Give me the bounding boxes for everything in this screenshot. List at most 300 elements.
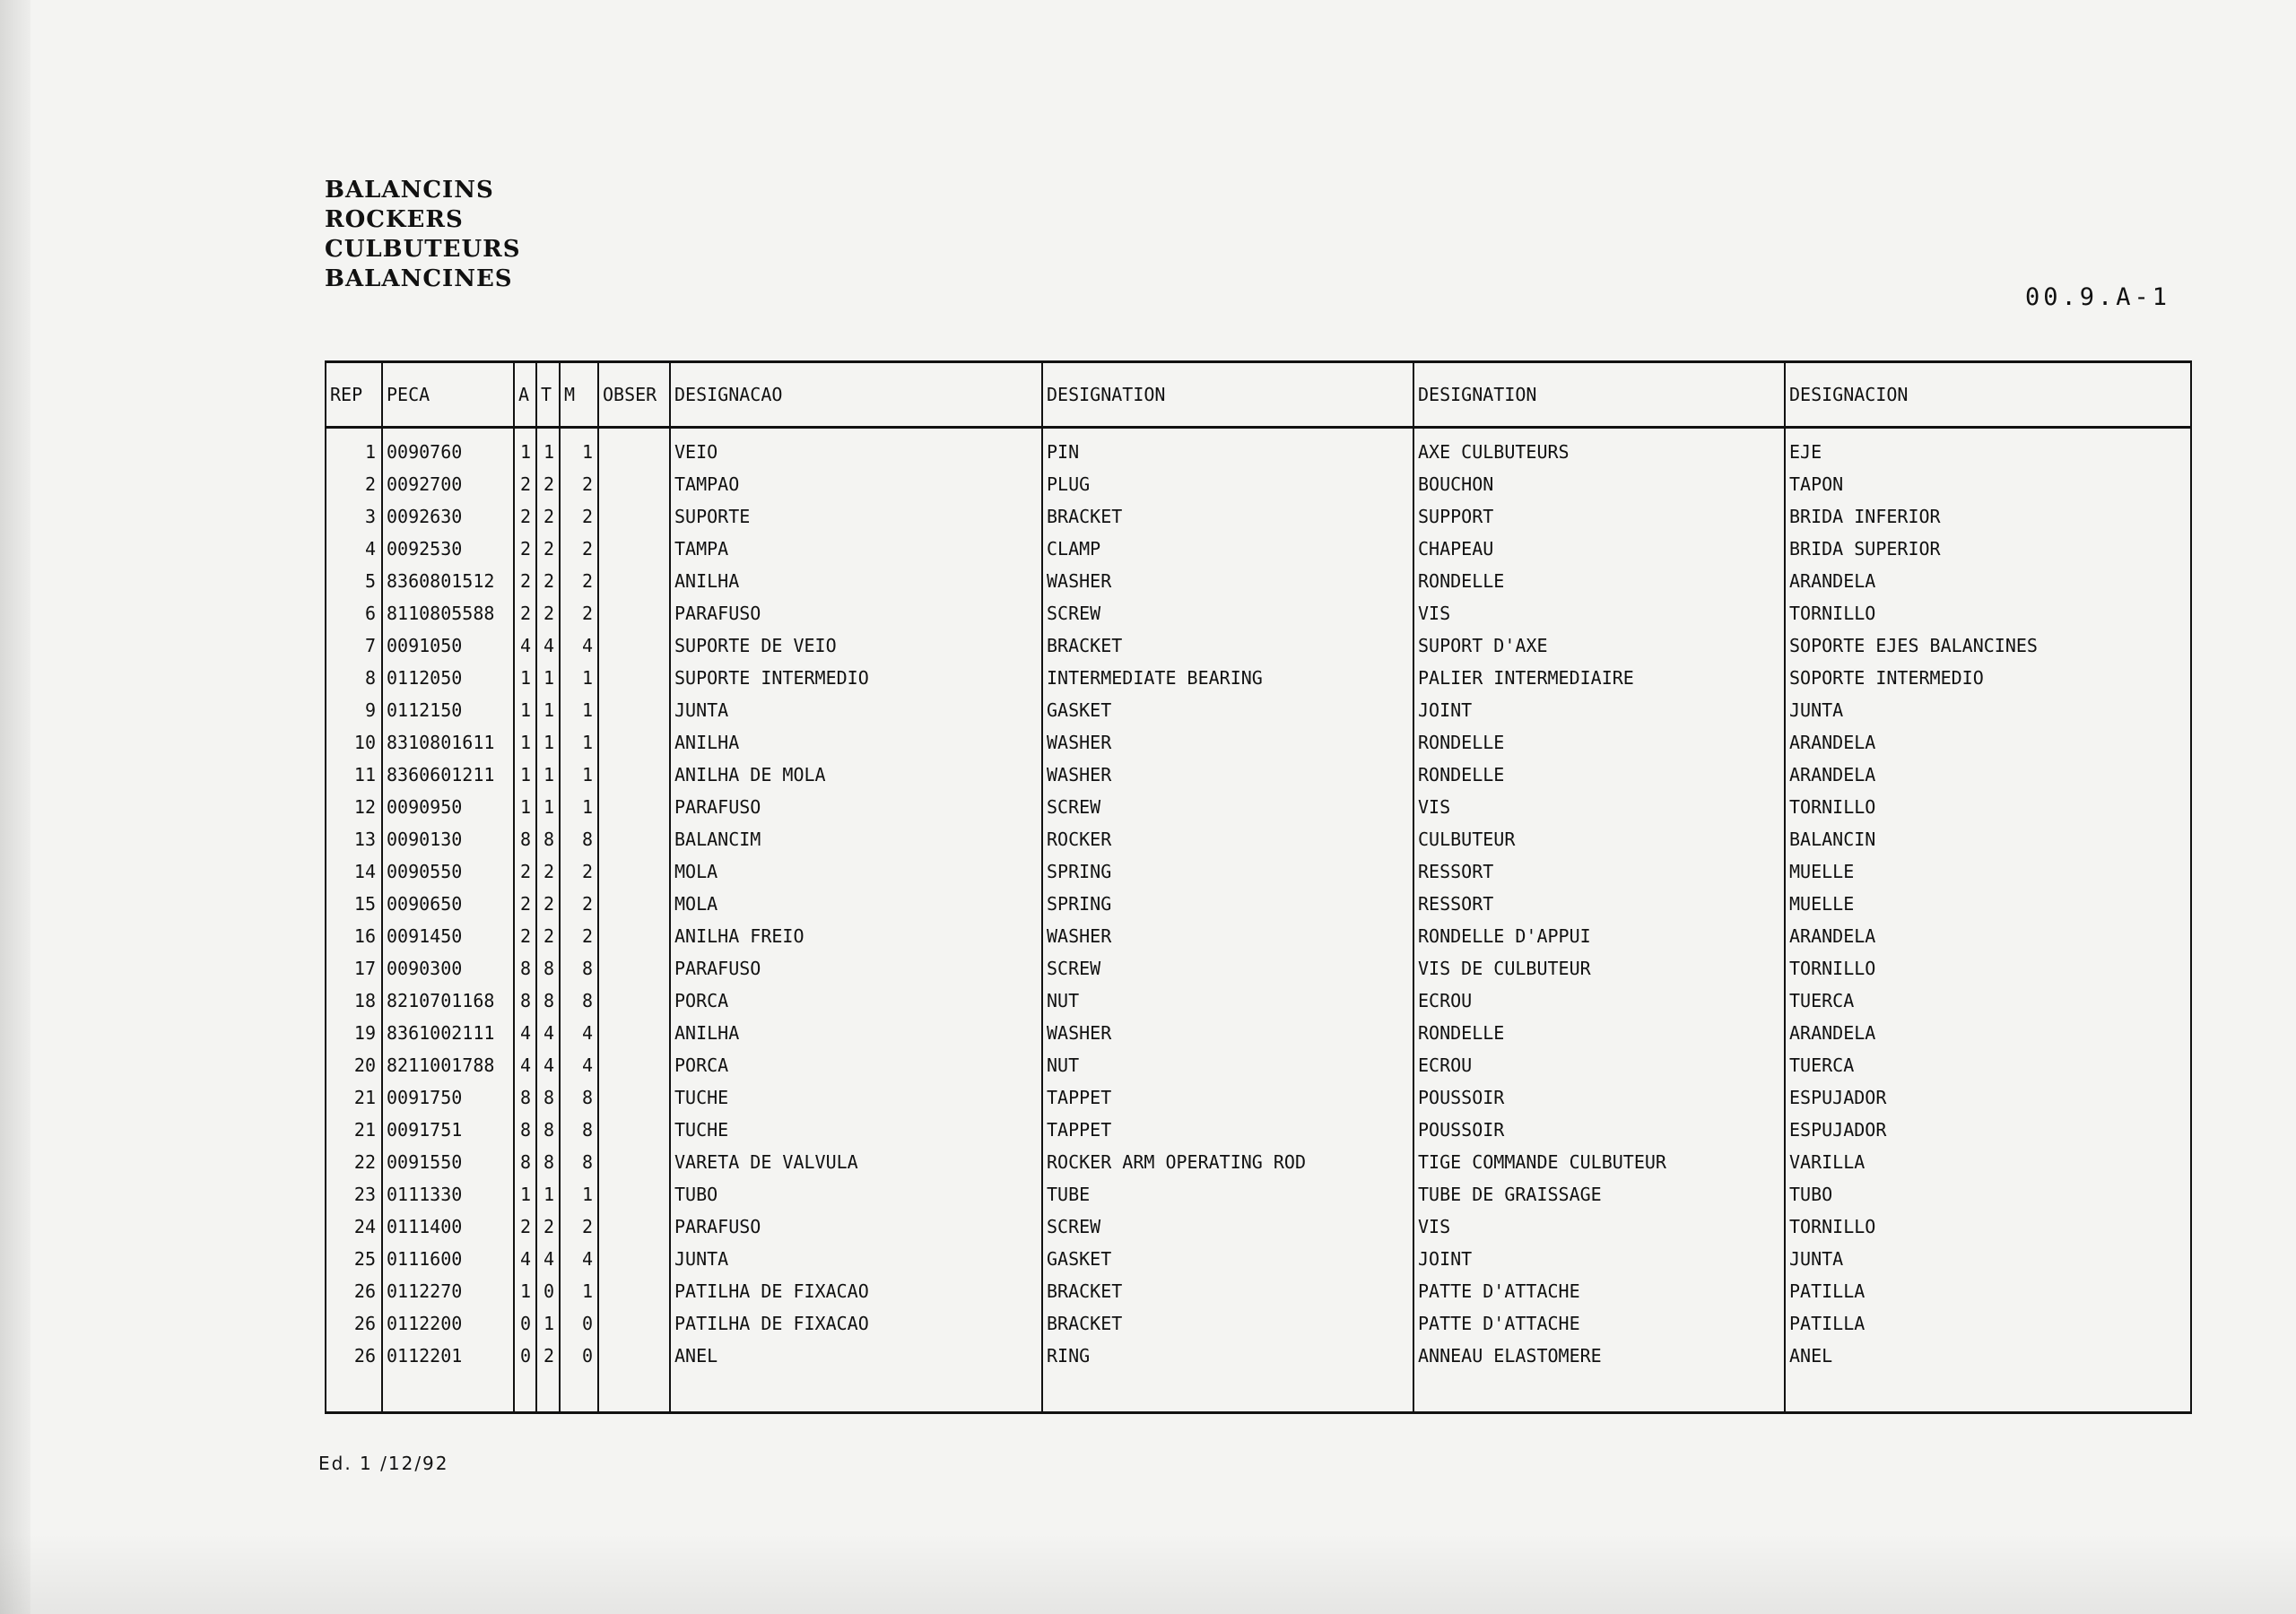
cell-qty-t: 2 (536, 500, 560, 533)
cell-designation-fr: JOINT (1413, 694, 1785, 726)
cell-qty-t: 2 (536, 855, 560, 888)
cell-designation-en: GASKET (1042, 694, 1413, 726)
cell-designacion: ARANDELA (1785, 920, 2191, 952)
cell-peca: 0111400 (382, 1210, 514, 1243)
cell-rep: 7 (326, 629, 382, 662)
cell-designacion: ARANDELA (1785, 726, 2191, 759)
table-row (326, 565, 2191, 597)
cell-designacao: JUNTA (670, 694, 1042, 726)
cell-designation-en: ROCKER ARM OPERATING ROD (1042, 1146, 1413, 1178)
cell-peca: 0091050 (382, 629, 514, 662)
cell-qty-t: 4 (536, 1243, 560, 1275)
cell-peca: 0111600 (382, 1243, 514, 1275)
cell-obser (598, 1275, 670, 1307)
cell-rep: 13 (326, 823, 382, 855)
cell-designacion: BRIDA INFERIOR (1785, 500, 2191, 533)
cell-obser (598, 952, 670, 985)
cell-peca: 0090950 (382, 791, 514, 823)
cell-designation-en: PIN (1042, 428, 1413, 469)
cell-designation-fr: RESSORT (1413, 855, 1785, 888)
cell-qty-m: 2 (560, 888, 598, 920)
cell-designation-en: TUBE (1042, 1178, 1413, 1210)
table-row (326, 1114, 2191, 1146)
cell-rep: 5 (326, 565, 382, 597)
cell-qty-m: 1 (560, 1178, 598, 1210)
cell-peca: 0112050 (382, 662, 514, 694)
table-row (326, 1275, 2191, 1307)
cell-rep: 21 (326, 1114, 382, 1146)
cell-rep: 10 (326, 726, 382, 759)
cell-qty-m: 0 (560, 1307, 598, 1340)
cell-designation-en: WASHER (1042, 1017, 1413, 1049)
cell-designacao: TUCHE (670, 1114, 1042, 1146)
table-row (326, 791, 2191, 823)
cell-designacao: VARETA DE VALVULA (670, 1146, 1042, 1178)
table-row (326, 726, 2191, 759)
cell-designacao: BALANCIM (670, 823, 1042, 855)
title-english: ROCKERS (325, 206, 464, 233)
cell-qty-a: 2 (514, 1210, 536, 1243)
cell-designation-fr: AXE CULBUTEURS (1413, 428, 1785, 469)
cell-obser (598, 428, 670, 469)
cell-qty-a: 4 (514, 629, 536, 662)
cell-designacion: SOPORTE INTERMEDIO (1785, 662, 2191, 694)
cell-qty-t: 1 (536, 662, 560, 694)
table-row (326, 1210, 2191, 1243)
cell-designacion: TUERCA (1785, 1049, 2191, 1081)
cell-qty-a: 8 (514, 952, 536, 985)
cell-designation-fr: CHAPEAU (1413, 533, 1785, 565)
cell-obser (598, 888, 670, 920)
parts-table-body (326, 428, 2191, 1413)
cell-designation-en: TAPPET (1042, 1114, 1413, 1146)
cell-peca: 0112150 (382, 694, 514, 726)
cell-peca: 0090760 (382, 428, 514, 469)
cell-designacao: TAMPA (670, 533, 1042, 565)
cell-qty-m: 8 (560, 952, 598, 985)
cell-obser (598, 1114, 670, 1146)
cell-rep: 2 (326, 468, 382, 500)
cell-qty-a: 4 (514, 1017, 536, 1049)
cell-qty-a: 8 (514, 823, 536, 855)
cell-qty-a: 2 (514, 533, 536, 565)
table-row (326, 855, 2191, 888)
cell-designation-en: CLAMP (1042, 533, 1413, 565)
cell-peca: 0091550 (382, 1146, 514, 1178)
cell-designacion: TORNILLO (1785, 791, 2191, 823)
cell-designation-en: NUT (1042, 985, 1413, 1017)
cell-qty-a: 4 (514, 1049, 536, 1081)
cell-qty-t: 2 (536, 920, 560, 952)
cell-qty-t: 8 (536, 1081, 560, 1114)
header-designacion: DESIGNACION (1785, 362, 2191, 428)
cell-obser (598, 791, 670, 823)
cell-rep: 20 (326, 1049, 382, 1081)
cell-designacao: PARAFUSO (670, 952, 1042, 985)
cell-obser (598, 565, 670, 597)
cell-qty-m: 2 (560, 533, 598, 565)
cell-blank (382, 1372, 514, 1413)
cell-qty-t: 8 (536, 952, 560, 985)
cell-designation-en: SCREW (1042, 1210, 1413, 1243)
table-header-row (326, 362, 2191, 428)
cell-blank (670, 1372, 1042, 1413)
cell-designacion: ESPUJADOR (1785, 1114, 2191, 1146)
cell-qty-m: 4 (560, 1243, 598, 1275)
cell-designation-fr: ECROU (1413, 1049, 1785, 1081)
bottom-shadow (0, 1533, 2296, 1614)
cell-blank (514, 1372, 536, 1413)
cell-designation-en: WASHER (1042, 759, 1413, 791)
cell-designation-fr: CULBUTEUR (1413, 823, 1785, 855)
cell-designacion: TUERCA (1785, 985, 2191, 1017)
title-portuguese: BALANCINS (325, 177, 494, 204)
cell-designation-en: PLUG (1042, 468, 1413, 500)
cell-qty-m: 2 (560, 920, 598, 952)
cell-designation-en: BRACKET (1042, 629, 1413, 662)
cell-peca: 0092630 (382, 500, 514, 533)
cell-obser (598, 694, 670, 726)
table-row (326, 985, 2191, 1017)
cell-qty-m: 2 (560, 565, 598, 597)
cell-qty-m: 0 (560, 1340, 598, 1372)
cell-designation-en: BRACKET (1042, 1307, 1413, 1340)
cell-peca: 0112270 (382, 1275, 514, 1307)
table-row (326, 694, 2191, 726)
cell-qty-a: 2 (514, 597, 536, 629)
table-row (326, 888, 2191, 920)
cell-designacao: TUBO (670, 1178, 1042, 1210)
cell-designation-fr: BOUCHON (1413, 468, 1785, 500)
cell-designacao: VEIO (670, 428, 1042, 469)
cell-designation-fr: VIS (1413, 1210, 1785, 1243)
cell-peca: 0090300 (382, 952, 514, 985)
table-row (326, 1146, 2191, 1178)
cell-obser (598, 726, 670, 759)
cell-designation-fr: SUPPORT (1413, 500, 1785, 533)
cell-blank (598, 1372, 670, 1413)
header-m: M (560, 362, 598, 428)
cell-designation-fr: RESSORT (1413, 888, 1785, 920)
cell-peca: 8360801512 (382, 565, 514, 597)
cell-designacion: SOPORTE EJES BALANCINES (1785, 629, 2191, 662)
cell-qty-m: 1 (560, 726, 598, 759)
cell-qty-a: 2 (514, 500, 536, 533)
section-titles (325, 176, 521, 294)
cell-rep: 14 (326, 855, 382, 888)
cell-obser (598, 759, 670, 791)
cell-qty-a: 8 (514, 1114, 536, 1146)
cell-designation-en: WASHER (1042, 920, 1413, 952)
cell-qty-a: 1 (514, 694, 536, 726)
cell-designacao: ANILHA (670, 726, 1042, 759)
cell-qty-a: 1 (514, 1275, 536, 1307)
cell-qty-t: 8 (536, 985, 560, 1017)
cell-rep: 15 (326, 888, 382, 920)
cell-designation-fr: ECROU (1413, 985, 1785, 1017)
table-row (326, 597, 2191, 629)
header-peca: PECA (382, 362, 514, 428)
cell-designation-fr: PATTE D'ATTACHE (1413, 1307, 1785, 1340)
edition-footer: Ed. 1 /12/92 (318, 1453, 449, 1474)
cell-qty-t: 8 (536, 1146, 560, 1178)
cell-peca: 0091450 (382, 920, 514, 952)
cell-designacao: ANEL (670, 1340, 1042, 1372)
cell-qty-m: 1 (560, 428, 598, 469)
cell-designacao: ANILHA DE MOLA (670, 759, 1042, 791)
cell-obser (598, 855, 670, 888)
cell-rep: 4 (326, 533, 382, 565)
cell-designation-en: WASHER (1042, 565, 1413, 597)
cell-obser (598, 533, 670, 565)
cell-rep: 1 (326, 428, 382, 469)
cell-qty-m: 1 (560, 1275, 598, 1307)
cell-designation-fr: RONDELLE (1413, 759, 1785, 791)
header-designacao: DESIGNACAO (670, 362, 1042, 428)
cell-blank (1785, 1372, 2191, 1413)
header-t: T (536, 362, 560, 428)
cell-qty-a: 2 (514, 468, 536, 500)
cell-designacion: PATILLA (1785, 1275, 2191, 1307)
table-row (326, 533, 2191, 565)
cell-obser (598, 1178, 670, 1210)
cell-designacao: PORCA (670, 985, 1042, 1017)
cell-designation-fr: TIGE COMMANDE CULBUTEUR (1413, 1146, 1785, 1178)
header-a: A (514, 362, 536, 428)
cell-qty-a: 2 (514, 565, 536, 597)
cell-peca: 0091751 (382, 1114, 514, 1146)
cell-designacion: TORNILLO (1785, 1210, 2191, 1243)
cell-peca: 0111330 (382, 1178, 514, 1210)
cell-designation-en: SCREW (1042, 597, 1413, 629)
cell-designation-en: SPRING (1042, 888, 1413, 920)
cell-peca: 0092530 (382, 533, 514, 565)
cell-rep: 9 (326, 694, 382, 726)
cell-peca: 8211001788 (382, 1049, 514, 1081)
cell-qty-m: 1 (560, 694, 598, 726)
cell-blank (560, 1372, 598, 1413)
table-row (326, 920, 2191, 952)
cell-obser (598, 597, 670, 629)
cell-designacao: SUPORTE (670, 500, 1042, 533)
cell-designacion: EJE (1785, 428, 2191, 469)
cell-qty-m: 1 (560, 662, 598, 694)
cell-rep: 12 (326, 791, 382, 823)
cell-qty-a: 1 (514, 791, 536, 823)
cell-designation-fr: TUBE DE GRAISSAGE (1413, 1178, 1785, 1210)
cell-designation-fr: RONDELLE D'APPUI (1413, 920, 1785, 952)
cell-qty-t: 2 (536, 565, 560, 597)
cell-designacao: TUCHE (670, 1081, 1042, 1114)
cell-rep: 18 (326, 985, 382, 1017)
cell-qty-a: 0 (514, 1307, 536, 1340)
table-row (326, 1243, 2191, 1275)
cell-qty-a: 4 (514, 1243, 536, 1275)
cell-qty-t: 2 (536, 888, 560, 920)
cell-peca: 0112200 (382, 1307, 514, 1340)
cell-obser (598, 1146, 670, 1178)
title-french: CULBUTEURS (325, 236, 521, 263)
cell-rep: 16 (326, 920, 382, 952)
cell-rep: 26 (326, 1307, 382, 1340)
cell-qty-m: 1 (560, 759, 598, 791)
cell-qty-t: 1 (536, 759, 560, 791)
cell-designacion: JUNTA (1785, 1243, 2191, 1275)
cell-designacion: TORNILLO (1785, 597, 2191, 629)
cell-peca: 8360601211 (382, 759, 514, 791)
cell-obser (598, 1210, 670, 1243)
cell-blank (326, 1372, 382, 1413)
cell-designation-fr: VIS (1413, 791, 1785, 823)
cell-qty-t: 0 (536, 1275, 560, 1307)
table-row (326, 1178, 2191, 1210)
table-row (326, 759, 2191, 791)
cell-qty-t: 8 (536, 1114, 560, 1146)
table-row (326, 629, 2191, 662)
document-code: 00.9.A-1 (2025, 283, 2171, 311)
cell-qty-t: 1 (536, 791, 560, 823)
cell-peca: 0090550 (382, 855, 514, 888)
cell-qty-m: 2 (560, 500, 598, 533)
table-row (326, 428, 2191, 469)
cell-designation-fr: SUPORT D'AXE (1413, 629, 1785, 662)
cell-designation-fr: RONDELLE (1413, 726, 1785, 759)
cell-designacao: ANILHA FREIO (670, 920, 1042, 952)
cell-qty-m: 8 (560, 823, 598, 855)
table-row (326, 662, 2191, 694)
cell-designation-en: SCREW (1042, 952, 1413, 985)
cell-qty-a: 1 (514, 662, 536, 694)
cell-designation-fr: JOINT (1413, 1243, 1785, 1275)
parts-table (325, 360, 2192, 1414)
cell-designacao: PORCA (670, 1049, 1042, 1081)
cell-peca: 0090650 (382, 888, 514, 920)
cell-qty-a: 8 (514, 1146, 536, 1178)
cell-obser (598, 1340, 670, 1372)
cell-designation-fr: PALIER INTERMEDIAIRE (1413, 662, 1785, 694)
cell-designacion: ARANDELA (1785, 759, 2191, 791)
table-row (326, 1307, 2191, 1340)
cell-designation-fr: ANNEAU ELASTOMERE (1413, 1340, 1785, 1372)
cell-rep: 8 (326, 662, 382, 694)
cell-designacion: JUNTA (1785, 694, 2191, 726)
cell-qty-m: 2 (560, 597, 598, 629)
cell-obser (598, 662, 670, 694)
cell-designation-en: BRACKET (1042, 1275, 1413, 1307)
table-row (326, 1049, 2191, 1081)
cell-qty-t: 2 (536, 1340, 560, 1372)
cell-designation-en: NUT (1042, 1049, 1413, 1081)
cell-rep: 21 (326, 1081, 382, 1114)
cell-qty-t: 2 (536, 533, 560, 565)
cell-qty-t: 2 (536, 468, 560, 500)
cell-qty-m: 8 (560, 1081, 598, 1114)
cell-obser (598, 985, 670, 1017)
cell-designacao: PARAFUSO (670, 1210, 1042, 1243)
cell-designation-fr: PATTE D'ATTACHE (1413, 1275, 1785, 1307)
page-edge-shadow (0, 0, 30, 1614)
cell-qty-a: 8 (514, 1081, 536, 1114)
cell-obser (598, 1081, 670, 1114)
cell-qty-a: 2 (514, 855, 536, 888)
cell-qty-t: 1 (536, 1307, 560, 1340)
cell-designacion: MUELLE (1785, 888, 2191, 920)
cell-qty-m: 1 (560, 791, 598, 823)
cell-blank (1042, 1372, 1413, 1413)
header-rep: REP (326, 362, 382, 428)
table-row (326, 468, 2191, 500)
header-designation-en: DESIGNATION (1042, 362, 1413, 428)
cell-qty-t: 8 (536, 823, 560, 855)
table-row (326, 1017, 2191, 1049)
cell-peca: 8110805588 (382, 597, 514, 629)
cell-designacion: ESPUJADOR (1785, 1081, 2191, 1114)
cell-designacion: ANEL (1785, 1340, 2191, 1372)
cell-obser (598, 629, 670, 662)
cell-qty-t: 2 (536, 597, 560, 629)
table-row (326, 823, 2191, 855)
cell-qty-m: 4 (560, 1017, 598, 1049)
cell-designation-en: INTERMEDIATE BEARING (1042, 662, 1413, 694)
title-spanish: BALANCINES (325, 265, 513, 292)
cell-designacion: TUBO (1785, 1178, 2191, 1210)
cell-designation-en: SCREW (1042, 791, 1413, 823)
cell-designation-en: RING (1042, 1340, 1413, 1372)
cell-rep: 23 (326, 1178, 382, 1210)
cell-peca: 8310801611 (382, 726, 514, 759)
cell-qty-t: 4 (536, 1049, 560, 1081)
cell-designation-en: TAPPET (1042, 1081, 1413, 1114)
cell-designacion: VARILLA (1785, 1146, 2191, 1178)
cell-designacion: MUELLE (1785, 855, 2191, 888)
cell-designacao: PARAFUSO (670, 597, 1042, 629)
cell-designacion: TORNILLO (1785, 952, 2191, 985)
cell-rep: 26 (326, 1340, 382, 1372)
cell-qty-a: 1 (514, 759, 536, 791)
cell-designation-en: GASKET (1042, 1243, 1413, 1275)
cell-designation-fr: VIS DE CULBUTEUR (1413, 952, 1785, 985)
table-row (326, 1340, 2191, 1372)
cell-peca: 0091750 (382, 1081, 514, 1114)
header-designation-fr: DESIGNATION (1413, 362, 1785, 428)
cell-designation-en: ROCKER (1042, 823, 1413, 855)
cell-rep: 25 (326, 1243, 382, 1275)
table-row (326, 500, 2191, 533)
cell-rep: 19 (326, 1017, 382, 1049)
cell-designacao: TAMPAO (670, 468, 1042, 500)
cell-blank (1413, 1372, 1785, 1413)
cell-qty-t: 1 (536, 726, 560, 759)
cell-designation-en: BRACKET (1042, 500, 1413, 533)
cell-designation-fr: RONDELLE (1413, 565, 1785, 597)
cell-obser (598, 1307, 670, 1340)
cell-obser (598, 500, 670, 533)
cell-designacao: SUPORTE DE VEIO (670, 629, 1042, 662)
cell-qty-m: 2 (560, 855, 598, 888)
cell-rep: 22 (326, 1146, 382, 1178)
cell-designacion: ARANDELA (1785, 565, 2191, 597)
cell-designacao: PATILHA DE FIXACAO (670, 1275, 1042, 1307)
cell-qty-a: 2 (514, 920, 536, 952)
cell-designacion: BRIDA SUPERIOR (1785, 533, 2191, 565)
cell-qty-a: 1 (514, 428, 536, 469)
cell-qty-a: 0 (514, 1340, 536, 1372)
cell-qty-a: 2 (514, 888, 536, 920)
cell-designation-en: WASHER (1042, 726, 1413, 759)
cell-qty-t: 1 (536, 1178, 560, 1210)
cell-rep: 26 (326, 1275, 382, 1307)
cell-qty-m: 4 (560, 629, 598, 662)
